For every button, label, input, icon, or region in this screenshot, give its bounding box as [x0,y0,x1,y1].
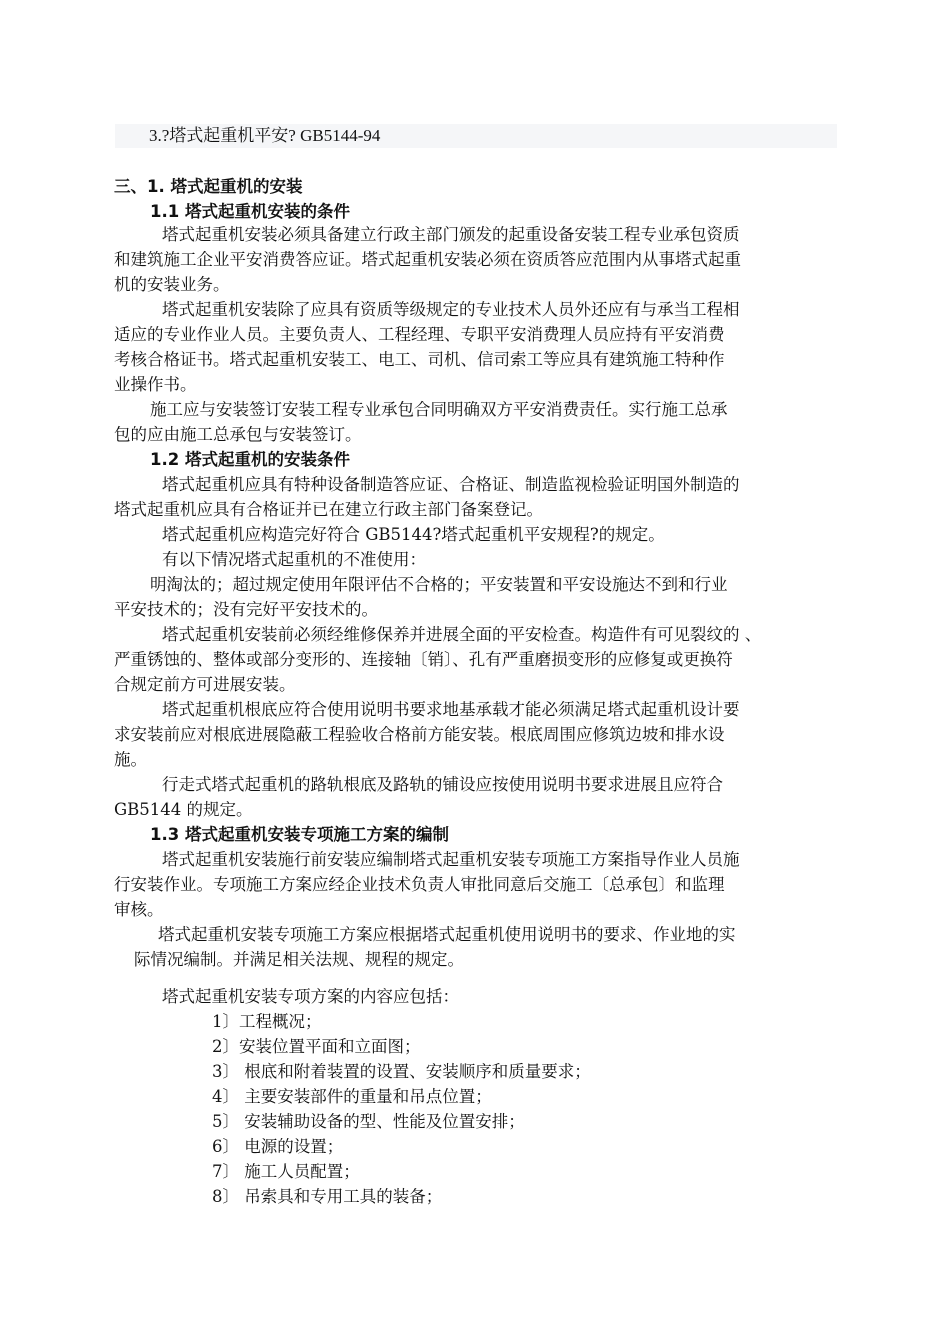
reference-standard-line: 3.?塔式起重机平安? GB5144-94 [115,124,837,148]
list-item: 7〕 施工人员配置； [212,1162,360,1181]
paragraph-line: 明淘汰的；超过规定使用年限评估不合格的；平安装置和平安设施达不到和行业 [150,575,728,594]
paragraph-line: 行走式塔式起重机的路轨根底及路轨的铺设应按使用说明书要求进展且应符合 [162,775,723,794]
paragraph-line: 合规定前方可进展安装。 [114,675,296,694]
subsection-heading-1-2: 1.2 塔式起重机的安装条件 [150,450,350,469]
paragraph-line: 机的安装业务。 [114,275,230,294]
paragraph-line: 审核。 [114,900,164,919]
list-item: 6〕 电源的设置； [212,1137,344,1156]
list-item: 5〕 安装辅助设备的型、性能及位置安排； [212,1112,525,1131]
paragraph-line: 求安装前应对根底进展隐蔽工程验收合格前方能安装。根底周围应修筑边坡和排水设 [114,725,725,744]
section-heading: 三、1. 塔式起重机的安装 [114,177,303,196]
paragraph-line: 考核合格证书。塔式起重机安装工、电工、司机、信司索工等应具有建筑施工特种作 [114,350,725,369]
paragraph-line: 塔式起重机根底应符合使用说明书要求地基承载才能必须满足塔式起重机设计要 [162,700,740,719]
paragraph-line: 施。 [114,750,147,769]
list-item: 2〕安装位置平面和立面图； [212,1037,421,1056]
paragraph-line: 平安技术的；没有完好平安技术的。 [114,600,378,619]
paragraph-line: 适应的专业作业人员。主要负责人、工程经理、专职平安消费理人员应持有平安消费 [114,325,725,344]
paragraph-line: 际情况编制。并满足相关法规、规程的规定。 [134,950,464,969]
paragraph-line: 塔式起重机安装除了应具有资质等级规定的专业技术人员外还应有与承当工程相 [162,300,740,319]
paragraph-line: 塔式起重机安装施行前安装应编制塔式起重机安装专项施工方案指导作业人员施 [162,850,740,869]
paragraph-line: 塔式起重机应具有合格证并已在建立行政主部门备案登记。 [114,500,543,519]
paragraph-line: 行安装作业。专项施工方案应经企业技术负责人审批同意后交施工〔总承包〕和监理 [114,875,725,894]
list-item: 1〕工程概况； [212,1012,322,1031]
paragraph-line: 塔式起重机应具有特种设备制造答应证、合格证、制造监视检验证明国外制造的 [162,475,740,494]
list-item: 3〕 根底和附着装置的设置、安装顺序和质量要求； [212,1062,591,1081]
paragraph-line: 塔式起重机安装必须具备建立行政主部门颁发的起重设备安装工程专业承包资质 [162,225,740,244]
list-item: 8〕 吊索具和专用工具的装备； [212,1187,443,1206]
paragraph-line: 包的应由施工总承包与安装签订。 [114,425,362,444]
subsection-heading-1-3: 1.3 塔式起重机安装专项施工方案的编制 [150,825,449,844]
paragraph-line: 塔式起重机安装专项方案的内容应包括： [162,987,459,1006]
paragraph-line: 施工应与安装签订安装工程专业承包合同明确双方平安消费责任。实行施工总承 [150,400,728,419]
paragraph-line: 塔式起重机应构造完好符合 GB5144?塔式起重机平安规程?的规定。 [162,525,665,544]
paragraph-line: 塔式起重机安装前必须经维修保养并进展全面的平安检查。构造件有可见裂纹的 、 [162,625,762,644]
paragraph-line: GB5144 的规定。 [114,800,253,819]
list-item: 4〕 主要安装部件的重量和吊点位置； [212,1087,492,1106]
paragraph-line: 有以下情况塔式起重机的不准使用： [162,550,426,569]
subsection-heading-1-1: 1.1 塔式起重机安装的条件 [150,202,350,221]
paragraph-line: 塔式起重机安装专项施工方案应根据塔式起重机使用说明书的要求、作业地的实 [158,925,736,944]
paragraph-line: 和建筑施工企业平安消费答应证。塔式起重机安装必须在资质答应范围内从事塔式起重 [114,250,741,269]
paragraph-line: 严重锈蚀的、整体或部分变形的、连接轴〔销〕、孔有严重磨损变形的应修复或更换符 [114,650,733,669]
paragraph-line: 业操作书。 [114,375,197,394]
